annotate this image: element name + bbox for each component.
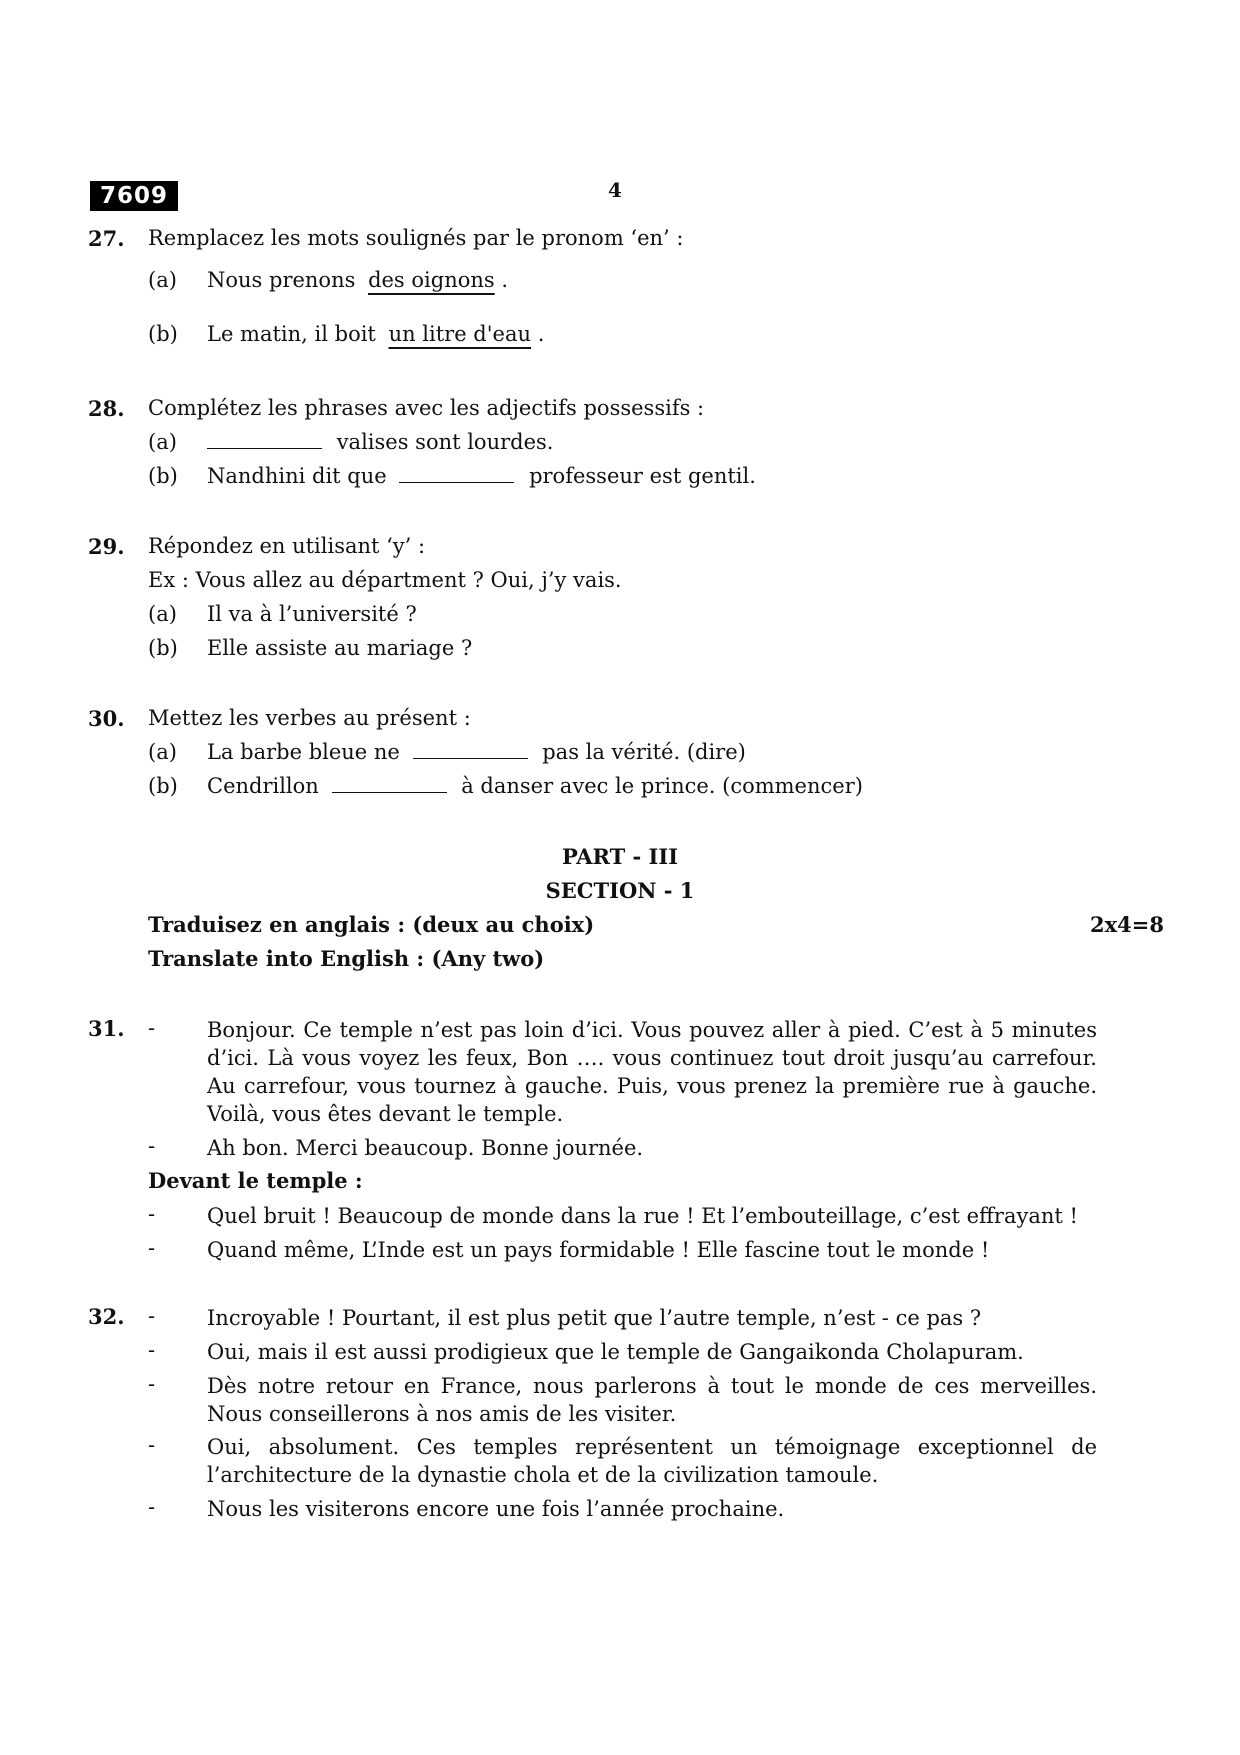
answer-blank xyxy=(399,481,514,483)
item-label: (a) xyxy=(148,430,177,454)
question-prompt: Complétez les phrases avec les adjectifs possessifs : xyxy=(148,396,705,420)
item-label: (b) xyxy=(148,464,178,488)
question-number: 29. xyxy=(88,534,125,559)
dialogue-dash: - xyxy=(148,1134,156,1158)
item-text-pre: La barbe bleue ne xyxy=(207,740,400,764)
dialogue-dash: - xyxy=(148,1495,156,1519)
page-number: 4 xyxy=(608,178,622,202)
item-text xyxy=(207,322,544,346)
section-title: SECTION - 1 xyxy=(545,878,695,903)
item-text xyxy=(207,430,553,454)
item-label: (b) xyxy=(148,636,178,660)
question-number: 32. xyxy=(88,1304,125,1329)
item-text xyxy=(207,740,746,764)
question-prompt: Mettez les verbes au présent : xyxy=(148,706,471,730)
question-number: 30. xyxy=(88,706,125,731)
question-number: 27. xyxy=(88,226,125,251)
item-text-post: . xyxy=(537,322,545,346)
answer-blank xyxy=(207,447,322,449)
item-label: (a) xyxy=(148,602,177,626)
dialogue-line: Dès notre retour en France, nous parlerons à tout le monde de ces merveilles. Nous conseillerons à nos amis de les visiter. xyxy=(207,1374,1097,1426)
dialogue-line: Oui, absolument. Ces temples représentent un témoignage exceptionnel de l’architecture de la dynastie chola et de la civilization tamoule. xyxy=(207,1435,1097,1487)
item-text: Il va à l’université ? xyxy=(207,602,417,626)
question-number: 31. xyxy=(88,1016,125,1041)
item-label: (b) xyxy=(148,322,178,346)
instruction-english: Translate into English : (Any two) xyxy=(148,946,545,971)
dialogue-subheading: Devant le temple : xyxy=(148,1168,363,1193)
question-prompt: Répondez en utilisant ‘y’ : xyxy=(148,534,426,558)
example-text: Ex : Vous allez au départment ? Oui, j’y vais. xyxy=(148,568,622,592)
dialogue-line: Ah bon. Merci beaucoup. Bonne journée. xyxy=(207,1136,644,1160)
dialogue-dash: - xyxy=(148,1202,156,1226)
item-text-pre: Cendrillon xyxy=(207,774,319,798)
item-label: (a) xyxy=(148,740,177,764)
item-text xyxy=(207,774,863,798)
dialogue-dash: - xyxy=(148,1236,156,1260)
underlined-words: des oignons xyxy=(368,268,495,292)
dialogue-dash: - xyxy=(148,1338,156,1362)
dialogue-dash: - xyxy=(148,1016,156,1040)
dialogue-line: Nous les visiterons encore une fois l’année prochaine. xyxy=(207,1497,785,1521)
instruction-french: Traduisez en anglais : (deux au choix) xyxy=(148,912,595,937)
item-text: Elle assiste au mariage ? xyxy=(207,636,473,660)
item-text-post: . xyxy=(501,268,509,292)
dialogue-line: Oui, mais il est aussi prodigieux que le temple de Gangaikonda Cholapuram. xyxy=(207,1340,1024,1364)
marks-allocation: 2x4=8 xyxy=(1090,912,1164,937)
dialogue-dash: - xyxy=(148,1304,156,1328)
item-text-post: pas la vérité. (dire) xyxy=(542,740,746,764)
item-text-post: à danser avec le prince. (commencer) xyxy=(461,774,863,798)
item-text-pre: Nous prenons xyxy=(207,268,356,292)
underlined-words: un litre d'eau xyxy=(388,322,531,346)
dialogue-line: Quel bruit ! Beaucoup de monde dans la rue ! Et l’embouteillage, c’est effrayant ! xyxy=(207,1204,1078,1228)
question-number: 28. xyxy=(88,396,125,421)
item-label: (a) xyxy=(148,268,177,292)
item-label: (b) xyxy=(148,774,178,798)
dialogue-line: Incroyable ! Pourtant, il est plus petit que l’autre temple, n’est - ce pas ? xyxy=(207,1306,982,1330)
item-text xyxy=(207,268,508,292)
item-text-pre: Nandhini dit que xyxy=(207,464,387,488)
dialogue-dash: - xyxy=(148,1372,156,1396)
item-text-post: professeur est gentil. xyxy=(529,464,756,488)
paper-code-badge: 7609 xyxy=(90,181,178,211)
dialogue-dash: - xyxy=(148,1433,156,1457)
item-text xyxy=(207,464,756,488)
dialogue-line: Quand même, L’Inde est un pays formidable ! Elle fascine tout le monde ! xyxy=(207,1238,990,1262)
answer-blank xyxy=(413,757,528,759)
answer-blank xyxy=(332,791,447,793)
part-title: PART - III xyxy=(561,844,679,869)
question-prompt: Remplacez les mots soulignés par le pronom ‘en’ : xyxy=(148,226,684,250)
item-text-pre: Le matin, il boit xyxy=(207,322,376,346)
dialogue-line: Bonjour. Ce temple n’est pas loin d’ici. Vous pouvez aller à pied. C’est à 5 minutes d’ici. Là vous voyez les feux, Bon …. vous continuez tout droit jusqu’au carrefour. Au carrefour, vous tournez à gauche. Puis, vous prenez la première rue à gauche. Voilà, vous êtes devant le temple. xyxy=(207,1018,1097,1126)
item-text-post: valises sont lourdes. xyxy=(336,430,554,454)
